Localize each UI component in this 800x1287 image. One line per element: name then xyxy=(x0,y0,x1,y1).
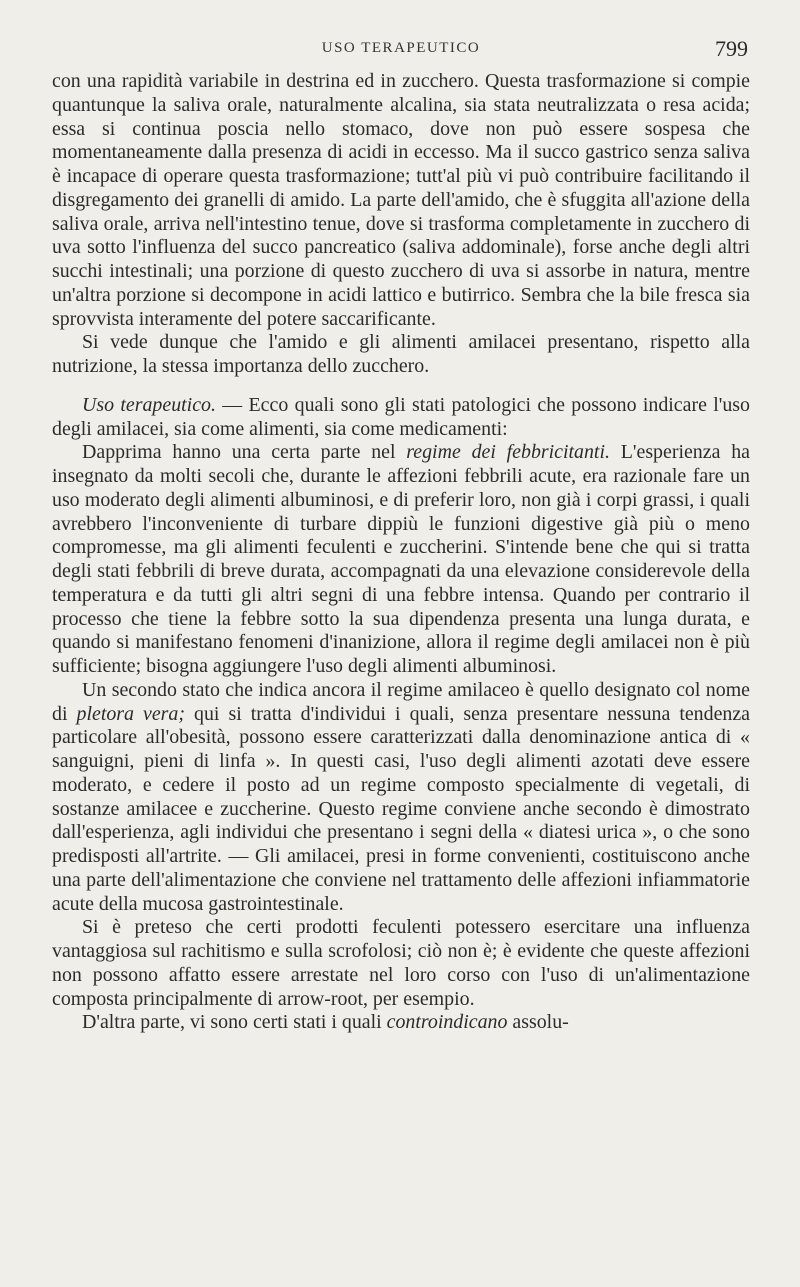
paragraph-pletora xyxy=(52,679,750,917)
paragraph-febbricitanti xyxy=(52,441,750,679)
paragraph-text: — Ecco quali sono gli stati patologici che possono indicare l'uso degli amilacei, sia come alimenti, sia come medicamenti: xyxy=(52,393,750,440)
paragraph-amido-digestion xyxy=(52,70,750,331)
paragraph-text: assolu- xyxy=(507,1011,569,1034)
paragraph-text: con una rapidità variabile in destrina ed in zucchero. Questa trasformazione si compie quantunque la saliva orale, naturalmente alcalina, sia stata neutralizzata o resa acida; essa si continua poscia nello stomaco, dove non può essere sospesa che momentaneamente dalla presenza di acidi in eccesso. Ma il succo gastrico senza saliva è incapace di operare questa trasformazione; tutt'al più vi può contribuire facilitando il disgregamento dei granelli di amido. La parte dell'amido, che è sfuggita all'azione della saliva orale, arriva nell'intestino tenue, dove si trasforma completamente in zucchero di uva sotto l'influenza del succo pancreatico (saliva addominale), forse anche degli altri succhi intestinali; una porzione di questo zucchero di uva si assorbe in natura, mentre un'altra porzione si decompone in acidi lattico e butirrico. Sembra che la bile fresca sia sprovvista interamente del potere saccarificante. xyxy=(52,70,750,330)
running-header xyxy=(52,36,750,66)
paragraph-rachitismo xyxy=(52,916,750,1011)
page-number: 799 xyxy=(715,36,748,61)
section-heading: Uso terapeutico. xyxy=(82,393,216,416)
paragraph-text: Si vede dunque che l'amido e gli alimenti amilacei presentano, rispetto alla nutrizione, la stessa importanza dello zucchero. xyxy=(52,331,750,377)
paragraph-controindicano xyxy=(52,1011,750,1035)
paragraph-text: Un secondo stato che indica ancora il regime amilaceo è quello designato col nome di xyxy=(52,678,750,725)
paragraph-text: Dapprima hanno una certa parte nel xyxy=(82,441,407,464)
emphasis-term: controindicano xyxy=(386,1011,508,1034)
body-text xyxy=(52,70,750,1035)
paragraph-text: Si è preteso che certi prodotti feculenti potessero esercitare una influenza vantaggiosa sul rachitismo e sulla scrofolosi; ciò non è; è evidente che queste affezioni non possono affatto essere arrestate nel loro corso con l'uso di un'alimentazione composta principalmente di arrow-root, per esempio. xyxy=(52,916,750,1010)
paragraph-text: L'esperienza ha insegnato da molti secoli che, durante le affezioni febbrili acute, era razionale fare un uso moderato degli alimenti albuminosi, e di preferir loro, non già i corpi grassi, i quali avrebbero l'inconveniente di turbare dippiù le funzioni digestive già più o meno compromesse, ma gli alimenti feculenti e zuccherini. S'intende bene che qui si tratta degli stati febbrili di breve durata, accompagnati da una elevazione considerevole della temperatura e da tutti gli altri segni di una febbre intensa. Quando per contrario il processo che tiene la febbre sotto la sua dipendenza presenta una lunga durata, e quando si manifestano fenomeni d'inanizione, allora il regime degli amilacei non è più sufficiente; bisogna aggiungere l'uso degli alimenti albuminosi. xyxy=(52,441,750,677)
paragraph-text: qui si tratta d'individui i quali, senza presentare nessuna tendenza particolare all'obesità, possono essere caratterizzati dalla denominazione antica di « sanguigni, pieni di linfa ». In questi casi, l'uso degli alimenti azotati deve essere moderato, e cedere il posto ad un regime composto specialmente di vegetali, di sostanze amilacee e zuccherine. Questo regime conviene anche secondo è dimostrato dall'esperienza, agli individui che presentano i segni della « diatesi urica », o che sono predisposti all'artrite. — Gli amilacei, presi in forme convenienti, costituiscono anche una parte dell'alimentazione che conviene nel trattamento delle affezioni infiammatorie acute della mucosa gastrointestinale. xyxy=(52,702,750,915)
emphasis-term: regime dei febbricitanti. xyxy=(406,441,610,464)
emphasis-term: pletora vera; xyxy=(76,702,185,725)
running-title: USO TERAPEUTICO xyxy=(321,40,481,56)
paragraph-uso-terapeutico xyxy=(52,394,750,442)
paragraph-text: D'altra parte, vi sono certi stati i quali xyxy=(82,1011,387,1034)
paragraph-importance xyxy=(52,331,750,379)
